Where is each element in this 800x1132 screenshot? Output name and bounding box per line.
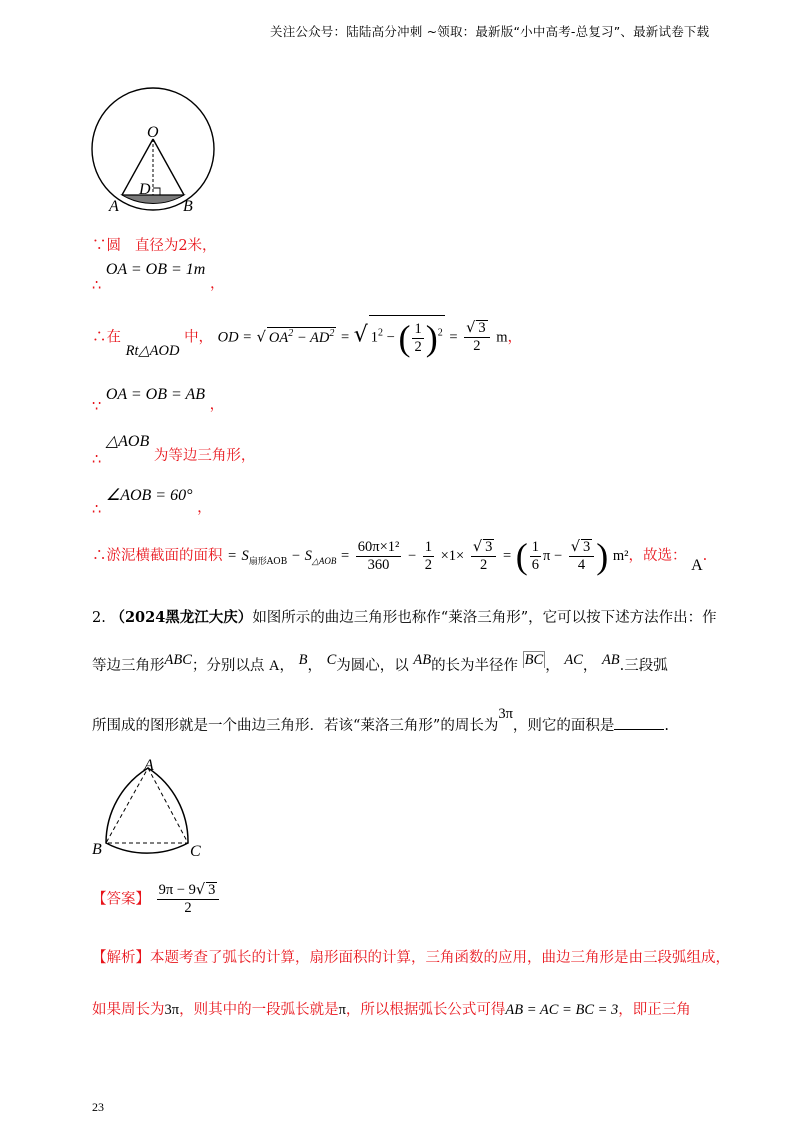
label-c2: C xyxy=(190,843,201,860)
analysis-line-2: 如果周长为3π，则其中的一段弧长就是π，所以根据弧长公式可得AB = AC = BC = 3，即正三角 xyxy=(92,1002,691,1018)
sol-line-7: ∴淤泥横截面的面积 = $S_{扇形AOB} - S_{\triangle AOB}$ = $\frac{\text{60π×1²}}{360}$ − $\frac{1}{2}$ ×1× $\frac{√ 3}{2}$ = ( $\frac{1}{6}$ π − $\frac{√ 3}{4}$ ) m²，故选： A. xyxy=(92,536,708,576)
q2-line-3: 所围成的图形就是一个曲边三角形．若该“莱洛三角形”的周长为3π，则它的面积是 . xyxy=(92,706,670,734)
circle-figure xyxy=(88,84,218,214)
answer-blank xyxy=(614,729,664,730)
answer-line: 【答案】 $\frac{9\pi - 9√ 3}{2}$ xyxy=(92,882,221,917)
sol-line-5: ∴ △AOB 为等边三角形， xyxy=(92,433,256,468)
q2-line-2: 等边三角形ABC；分别以点 A， B， C为圆心，以 AB的长为半径作 BC ， AC， AB.三段弧 xyxy=(92,652,668,674)
label-d: D xyxy=(139,181,151,198)
line-ob xyxy=(153,139,184,195)
reuleaux-figure xyxy=(88,756,213,864)
label-a2: A xyxy=(144,757,154,774)
shaded-segment xyxy=(122,195,184,203)
sol-line-4: ∵ OA = OB = AB ， xyxy=(92,386,225,415)
reuleaux-outline xyxy=(106,768,188,853)
analysis-line-1: 【解析】本题考查了弧长的计算，扇形面积的计算，三角函数的应用，曲边三角形是由三段弧组成， xyxy=(92,950,730,966)
label-b2: B xyxy=(92,841,102,858)
sol-line-1: ∵圆 直径为2米， xyxy=(92,238,217,254)
q2-line-1: 2. （2024黑龙江大庆）如图所示的曲边三角形也称作“莱洛三角形”，它可以按下述方法作出：作 xyxy=(92,609,717,626)
sol-line-6: ∴ ∠AOB = 60° ， xyxy=(92,487,212,518)
page-header: 关注公众号：陆陆高分冲刺 ~领取：最新版“小中高考-总复习”、最新试卷下载 xyxy=(270,24,710,39)
right-angle-mark xyxy=(153,188,160,195)
sol-line-2: ∴ OA = OB = 1m ， xyxy=(92,261,225,294)
label-a: A xyxy=(109,198,119,214)
sol-line-3: ∴在 Rt△AOD 中， OD = √ $OA^2 - AD^2$ = √ $1^2$ − ( $\frac{1}{2}$ )$^2$ = $\frac{√ 3}{2}$ m， xyxy=(92,315,522,356)
label-b: B xyxy=(183,198,193,214)
inner-triangle xyxy=(106,768,188,843)
page-number: 23 xyxy=(92,1100,104,1114)
label-o: O xyxy=(147,124,159,141)
